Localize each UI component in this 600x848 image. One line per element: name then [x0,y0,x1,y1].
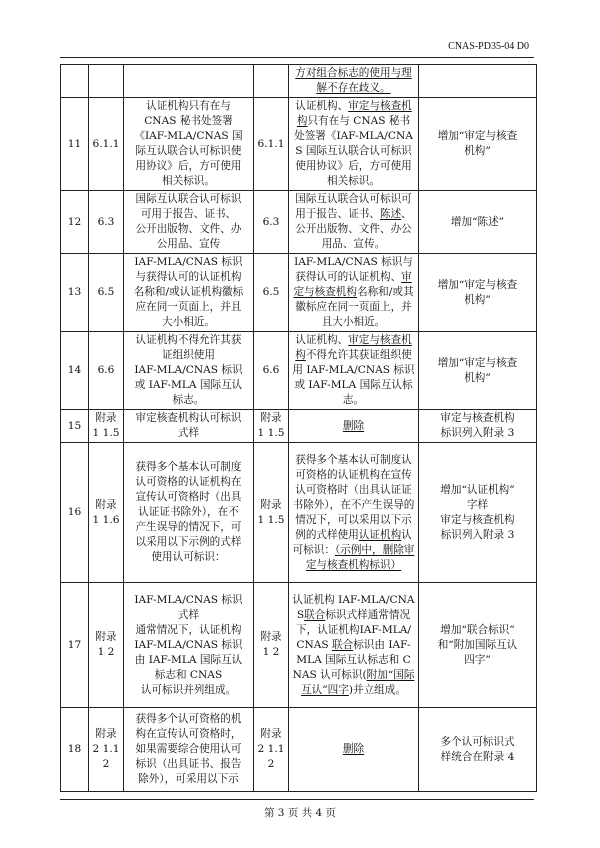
original-text-cell [124,65,254,98]
row-number-cell: 12 [61,191,89,254]
cell-line: 增加“审定与核查 [437,356,518,369]
revised-text-segment: 签署《IAF-MLA/CNAS 国 [295,130,413,157]
revised-insertion: 审 [401,271,412,283]
cell-line: 增加“陈述” [450,215,505,228]
revised-text-segment: 获得多个基本认可制度 [295,453,402,466]
new-clause-cell: 6.6 [254,332,289,410]
table-row [61,410,537,443]
cell-line: 机构” [464,145,491,157]
cell-line: 增加“审定与核查 [437,130,518,142]
new-clause-cell: 附录 2 1.12 [254,708,289,792]
cell-line: 认证机构只有在与 [146,100,231,112]
comparison-table [60,64,537,792]
revised-text-segment: 书除外），在不产生误导的 [292,498,415,511]
revised-text-segment: 小相近。 [342,316,386,328]
revised-text-segment: 标应在同一页面上，并且大 [305,301,412,328]
cell-line: 机构” [464,293,491,306]
cell-line: 标志和 CNAS [154,668,223,681]
cell-line: 认可标识并列组成。 [140,683,237,696]
revised-text-segment: 志和 CNAS 认可标识( [292,653,411,681]
cell-line: IAF-MLA/CNAS 标识 [134,638,243,651]
remark-cell [419,583,537,708]
cell-line: IAF-MLA/CNAS 标识 [134,364,243,376]
new-clause-cell: 6.5 [254,254,289,332]
cell-line: 认证机构不得允许其获 [135,334,242,346]
cell-line: 公开出版物、文件、办 [135,223,242,235]
cell-line: 四字” [464,653,491,666]
cell-line: 相关标识。 [162,175,215,187]
revised-insertion: 删除 [342,743,365,755]
cell-line: 审定核查机构认可标识 [135,412,242,424]
comparison-table-body [61,65,537,792]
remark-cell [419,708,537,792]
cell-line: 或 IAF-MLA 国际互认 [134,379,243,391]
revised-insertion: 删除 [342,419,365,432]
new-clause-cell: 附录 1 1.5 [254,443,289,583]
revised-text-segment: 标识式样 [325,608,368,621]
revised-text-segment: 认可 [292,528,412,556]
new-clause-cell: 6.1.1 [254,98,289,191]
cell-line: 构在宣传认可资格时， [135,728,242,740]
revised-text-segment: 认证机构 IAF-MLA/CNAS [292,593,415,621]
revised-insertion: 附加 [366,668,388,681]
revised-text-segment: 际互认联合认可标识使用 [295,145,412,172]
cell-line: CNAS 秘书处签署 [144,115,233,127]
cell-line: 认可资格的认证机构在 [135,476,242,488]
new-clause-cell: 附录 1 1.5 [254,410,289,443]
revised-text-segment: 宣传。 [353,238,386,250]
cell-line: 获得多个认可资格的机 [135,713,242,725]
cell-line: 式样 [177,427,200,439]
table-row [61,191,537,254]
remark-cell [419,443,537,583]
original-text-cell [124,583,254,708]
cell-line: 可用于报告、证书、 [140,208,237,220]
revised-text-segment: 认证机构、 [295,100,349,112]
revised-text-segment: 由 IAF-MLA 国际互认标 [296,638,411,666]
revised-text-segment: 或 IAF-MLA 国际互认标 [294,379,413,391]
revised-text-segment: 传认可资格时（出具认证证 [295,468,412,496]
revised-text-segment: 识。 [358,175,380,187]
row-number-cell [61,65,89,98]
revised-insertion: 审定与核查机 [348,100,412,112]
row-number-cell: 14 [61,332,89,410]
table-row [61,65,537,98]
cell-line: 字样 [466,498,489,511]
row-number-cell: 15 [61,410,89,443]
revised-insertion: 构 [295,349,306,361]
cell-line: IAF-MLA/CNAS 标识 [134,593,243,606]
revised-text-segment: 标识 [353,638,375,651]
cell-line: 增加“审定与核查 [437,278,518,291]
new-clause-cell [254,65,289,98]
revised-insertion: 方对组合标志的使用与理 [295,67,412,79]
original-clause-cell: 附录 2 1.12 [89,708,124,792]
revised-text-segment: 情况下，可以采用以下示例 [295,513,412,541]
revised-insertion: 认证机构 [358,528,402,541]
cell-line: 宣传认可资格时（出具 [135,491,242,503]
revised-insertion: 联合 [304,608,326,621]
original-clause-cell: 附录 1 2 [89,583,124,708]
original-clause-cell: 6.1.1 [89,98,124,191]
row-number-cell: 11 [61,98,89,191]
row-number-cell: 17 [61,583,89,708]
revised-text-segment: 的式样使用 [305,528,359,541]
revised-insertion: （示例中，删除审定与核查 [305,543,415,571]
cell-line: 使用认可标识： [151,551,226,563]
remark-cell [419,254,537,332]
cell-line: 增加“认证机构” [440,483,515,496]
revised-text-segment: 认可资格的认证机构在宣 [295,453,412,481]
cell-line: 和“附加国际互认 [437,638,518,651]
revised-text-cell [289,98,419,191]
revised-text-segment: 协议》后，方可使用相关标 [316,160,412,187]
cell-line: 机构” [464,371,491,384]
remark-cell [419,332,537,410]
revised-insertion: 构 [296,115,308,127]
revised-text-segment: IAF-MLA/CNAS 标识与 [294,256,413,268]
original-text-cell [124,254,254,332]
original-text-cell [124,191,254,254]
cell-line: 增加“联合标识” [440,623,515,636]
cell-line: 标识列入附录 3 [440,528,515,541]
table-row [61,254,537,332]
remark-cell [419,65,537,98]
revised-insertion: 审定与核查机 [348,334,412,346]
revised-text-segment: 标识： [303,543,335,556]
revised-text-segment: 通常情况下，认证机构 [296,608,411,636]
new-clause-cell: 附录 1 2 [254,583,289,708]
revised-text-cell [289,332,419,410]
revised-text-segment: 成。 [384,683,406,696]
document-code: CNAS-PD35-04 D0 [448,41,529,52]
revised-text-segment: )并立组 [348,683,385,696]
original-text-cell [124,98,254,191]
revised-text-cell [289,708,419,792]
cell-line: 名称和/或认证机构徽标 [133,286,244,298]
revised-text-segment: 用于报告、证书、 [295,208,380,220]
cell-line: 大小相近。 [162,316,215,328]
original-clause-cell: 附录 1 1.5 [89,410,124,443]
original-clause-cell [89,65,124,98]
revised-text-cell [289,583,419,708]
cell-line: 式样 [177,608,200,621]
original-clause-cell: 6.6 [89,332,124,410]
revised-insertion: 联合 [332,638,354,651]
revised-text-segment: 获得认可的认证机构、 [295,271,402,283]
table-row [61,98,537,191]
table-row [61,443,537,583]
revised-text-segment: 只有在与 CNAS 秘书处 [294,115,411,142]
new-clause-cell: 6.3 [254,191,289,254]
cell-line: 证组织使用 [162,349,215,361]
cell-line: 标识（出具证书、报告 [135,758,242,770]
cell-line: 际互认联合认可标识使 [135,145,242,157]
remark-cell [419,191,537,254]
revised-text-segment: 、公 [295,208,412,235]
cell-line: 认证证书除外），在不 [138,506,239,518]
cell-line: 审定与核查机构 [440,412,515,424]
original-text-cell [124,708,254,792]
cell-line: 除外），可采用以下示 [138,773,239,785]
original-text-cell [124,332,254,410]
original-text-cell [124,410,254,443]
revised-insertion: “国际互认”四字 [301,668,415,696]
cell-line: 应在同一页面上，并且 [135,301,242,313]
cell-line: 如果需要综合使用认可 [135,743,242,755]
revised-insertion: 机构标识） [348,558,402,571]
table-row [61,708,537,792]
revised-insertion: 定与核查机构 [293,286,357,298]
cell-line: 以采用以下示例的式样 [135,536,242,548]
cell-line: 审定与核查机构 [440,513,515,526]
row-number-cell: 16 [61,443,89,583]
table-row [61,583,537,708]
revised-text-segment: 认证机构、 [295,334,349,346]
cell-line: 样统合在附录 4 [440,750,515,763]
page-number: 第 3 页 共 4 页 [263,807,337,819]
cell-line: 标识列入附录 3 [440,427,515,439]
revised-text-cell [289,410,419,443]
cell-line: 与获得认可的认证机构 [135,271,242,283]
revised-text-segment: 开出版物、文件、办公用品、 [305,223,412,250]
cell-line: 产生误导的情况下，可 [135,521,242,533]
cell-line: 《IAF-MLA/CNAS 国 [134,130,243,142]
revised-text-segment: 名称和/或其徽 [295,286,414,313]
remark-cell [419,98,537,191]
cell-line: 用协议》后，方可使用 [135,160,242,172]
footer-rule [60,799,534,800]
cell-line: 多个认可标识式 [440,735,515,748]
revised-text-cell [289,65,419,98]
cell-line: 通常情况下，认证机构 [135,623,242,636]
cell-line: 公用品、宣传 [156,238,221,250]
row-number-cell: 13 [61,254,89,332]
cell-line: 由 IAF-MLA 国际互认 [134,653,243,666]
revised-text-segment: 用 IAF-MLA/CNAS 标识 [292,364,415,376]
revised-text-segment: 国际互认联合认可标识可 [295,193,412,205]
remark-cell [419,410,537,443]
cell-line: 标志。 [172,394,205,406]
cell-line: 国际互认联合认可标识 [135,193,242,205]
revised-insertion: 解不存在歧义。 [316,82,391,94]
header-rule [60,57,534,58]
revised-insertion: 陈述 [379,208,402,220]
row-number-cell: 18 [61,708,89,792]
revised-text-segment: 志。 [342,394,365,406]
revised-text-cell [289,443,419,583]
original-clause-cell: 6.5 [89,254,124,332]
cell-line: IAF-MLA/CNAS 标识 [134,256,243,268]
revised-text-segment: IAF-MLA/CNAS [296,623,411,651]
original-clause-cell: 附录 1 1.6 [89,443,124,583]
revised-text-segment: 不得允许其获证组织使 [305,349,412,361]
original-text-cell [124,443,254,583]
revised-text-cell [289,191,419,254]
revised-text-cell [289,254,419,332]
original-clause-cell: 6.3 [89,191,124,254]
table-row [61,332,537,410]
cell-line: 获得多个基本认可制度 [135,461,242,473]
